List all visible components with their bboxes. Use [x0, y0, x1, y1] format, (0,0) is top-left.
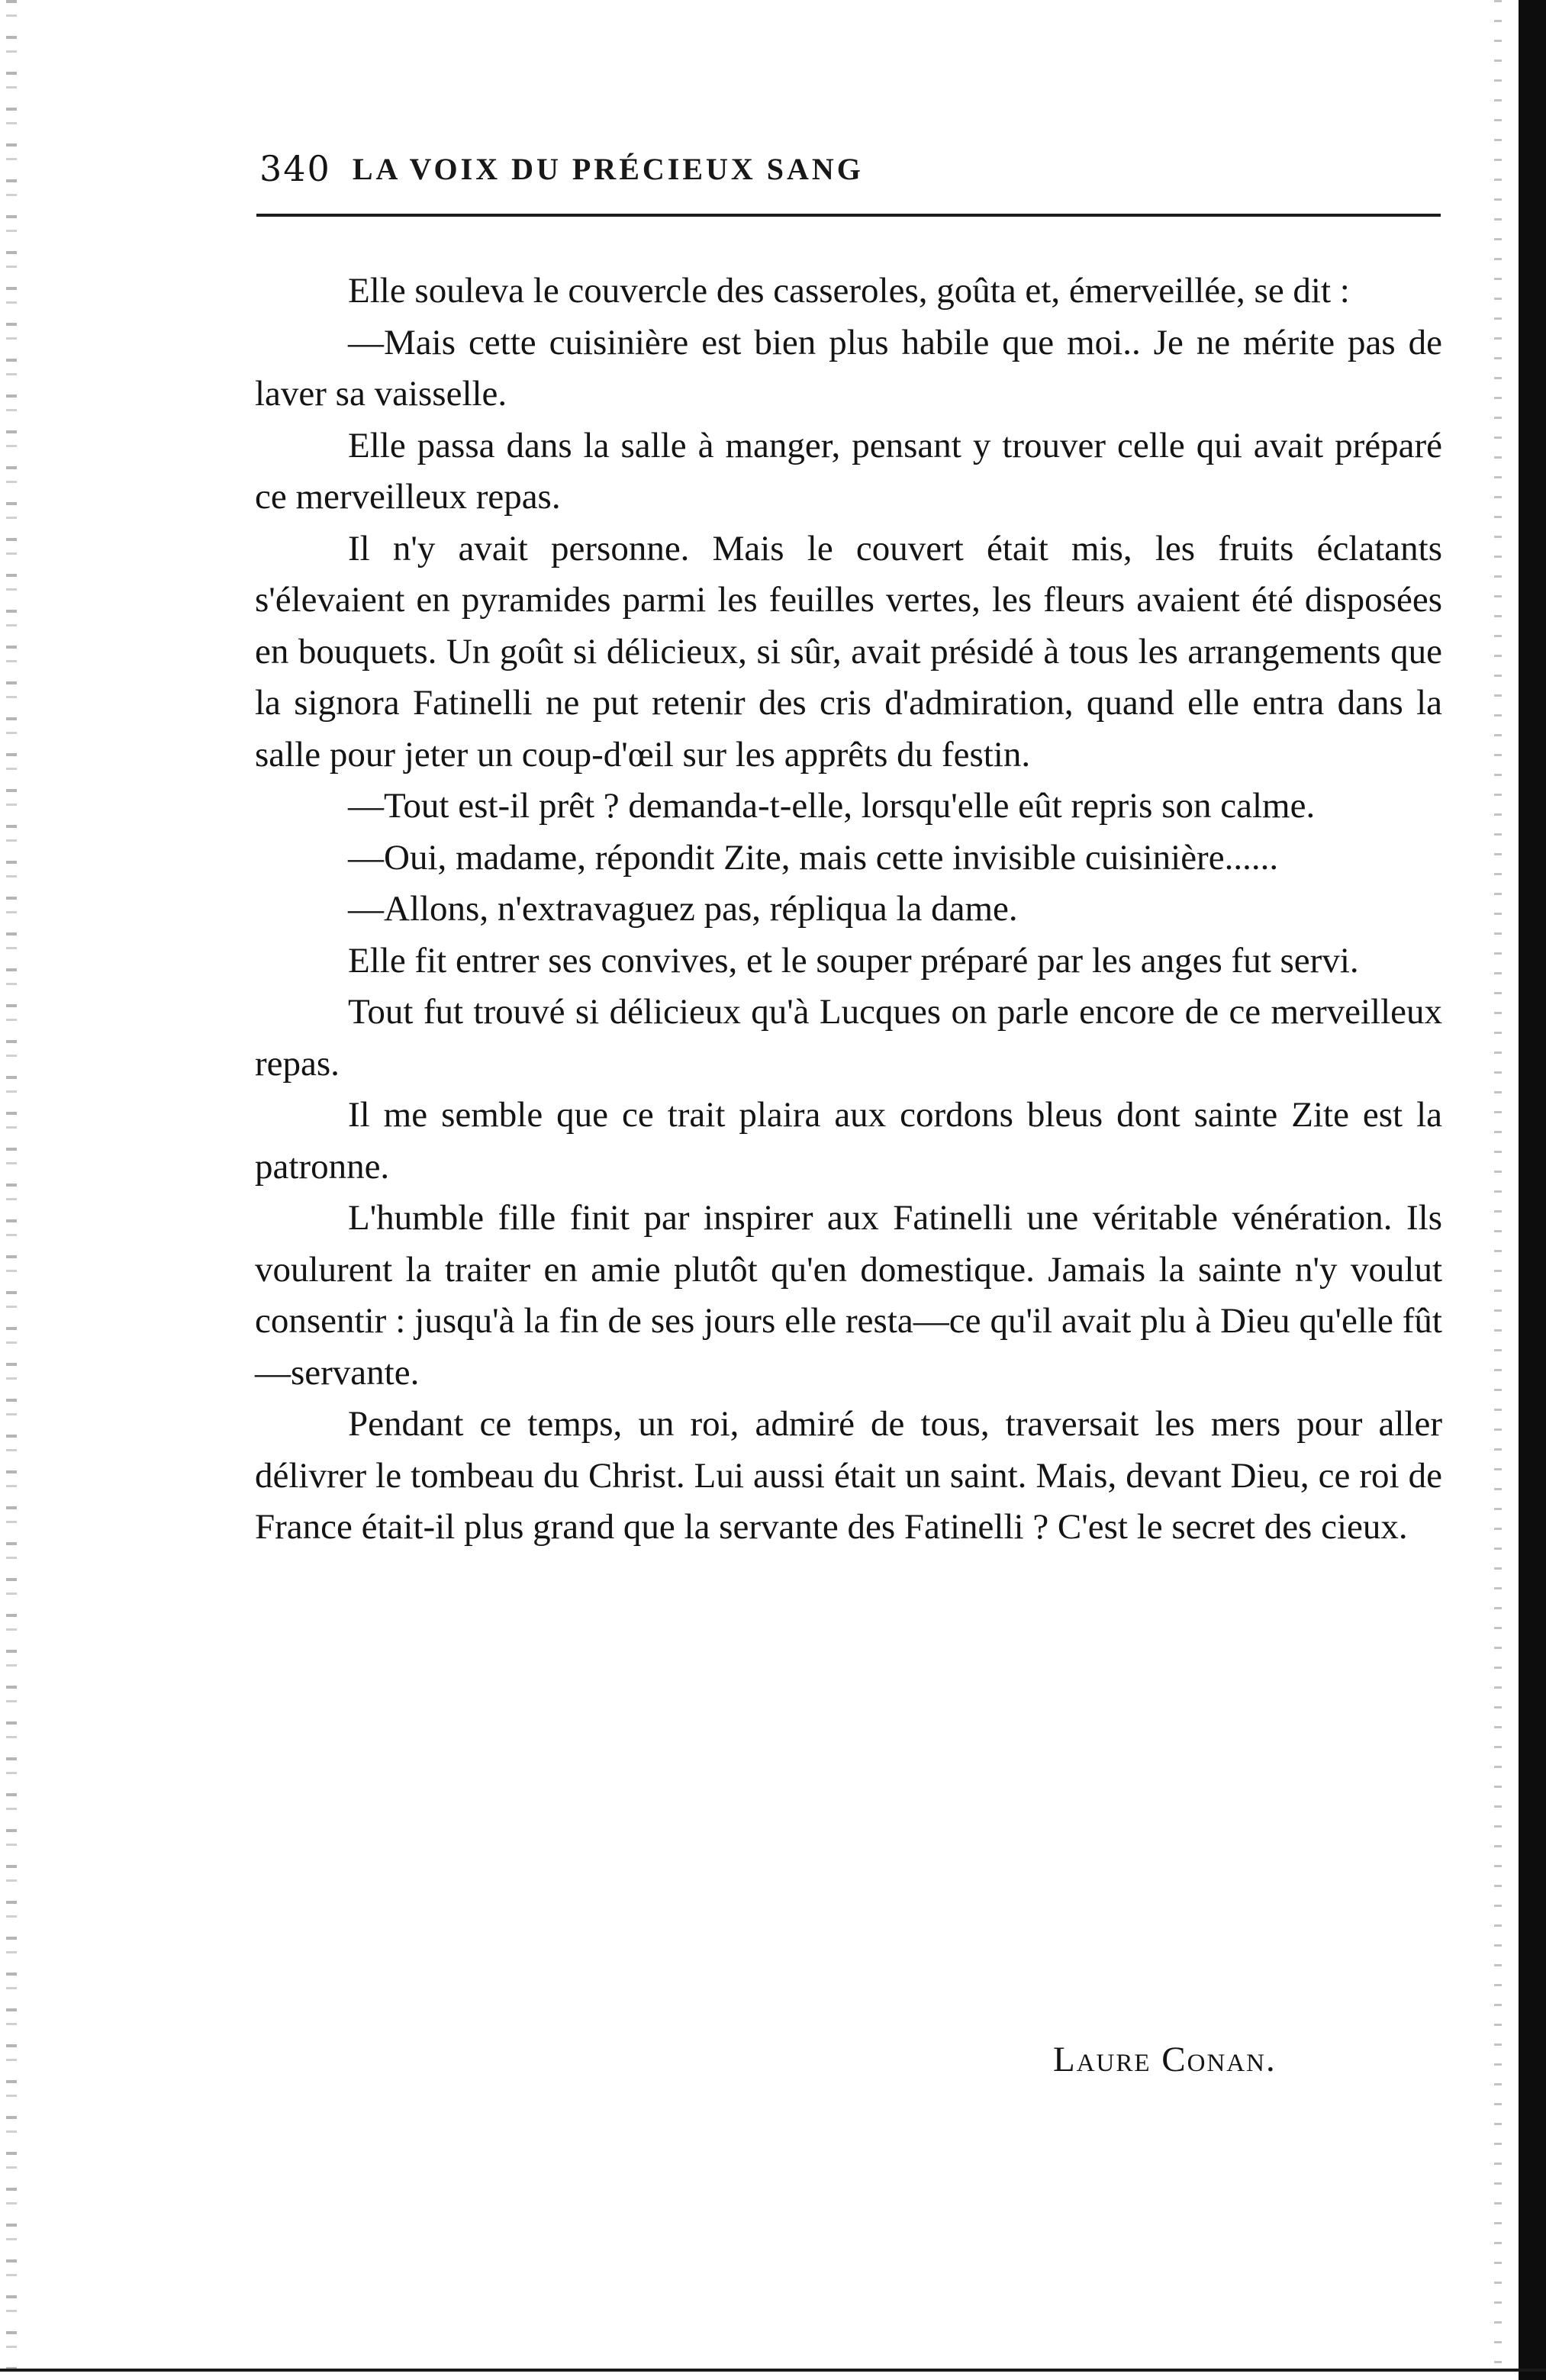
paragraph: Elle souleva le couvercle des casseroles, goûta et, émerveillée, se dit :	[348, 271, 1350, 311]
paragraph: Il n'y avait personne. Mais le couvert était mis, les fruits éclatants s'élevaient en pyramides parmi les feuilles vertes, les fleurs avaient été disposées en bouquets. Un goût si délicieux, si sûr, avait présidé à tous les arrangements que la signora Fatinelli ne put retenir des cris d'admiration, quand elle entra dans la salle pour jeter un coup-d'œil sur les apprêts du festin.	[255, 528, 1442, 775]
scan-edge-left	[6, 0, 17, 2380]
page-number: 340	[259, 148, 331, 189]
scan-edge-right-noise	[1494, 0, 1502, 2380]
paragraph: Tout fut trouvé si délicieux qu'à Lucques on parle encore de ce merveilleux repas.	[255, 992, 1442, 1084]
paragraph: —Tout est-il prêt ? demanda-t-elle, lorsqu'elle eût repris son calme.	[348, 786, 1316, 826]
body-text	[255, 266, 1442, 1554]
scan-edge-right	[1519, 0, 1546, 2380]
paragraph: Elle passa dans la salle à manger, pensant y trouver celle qui avait préparé ce merveilleux repas.	[255, 425, 1442, 517]
paragraph: —Allons, n'extravaguez pas, répliqua la dame.	[348, 889, 1018, 929]
page-header	[259, 142, 1442, 195]
paragraph: Il me semble que ce trait plaira aux cordons bleus dont sainte Zite est la patronne.	[255, 1095, 1442, 1187]
header-rule	[256, 214, 1441, 217]
paragraph: L'humble fille finit par inspirer aux Fatinelli une véritable vénération. Ils voulurent la traiter en amie plutôt qu'en domestique. Jamais la sainte n'y voulut consentir : jusqu'à la fin de ses jours elle resta—ce qu'il avait plu à Dieu qu'elle fût—servante.	[255, 1198, 1442, 1393]
scan-edge-bottom	[0, 2369, 1546, 2372]
paragraph: Pendant ce temps, un roi, admiré de tous, traversait les mers pour aller délivrer le tombeau du Christ. Lui aussi était un saint. Mais, devant Dieu, ce roi de France était-il plus grand que la servante des Fatinelli ? C'est le secret des cieux.	[255, 1404, 1442, 1547]
paragraph: —Mais cette cuisinière est bien plus habile que moi.. Je ne mérite pas de laver sa vaisselle.	[255, 322, 1442, 414]
paragraph: —Oui, madame, répondit Zite, mais cette invisible cuisinière......	[348, 837, 1279, 878]
author-signature: Laure Conan.	[1053, 2040, 1277, 2079]
running-title: LA VOIX DU PRÉCIEUX SANG	[352, 151, 864, 186]
paragraph: Elle fit entrer ses convives, et le souper préparé par les anges fut servi.	[348, 940, 1359, 981]
